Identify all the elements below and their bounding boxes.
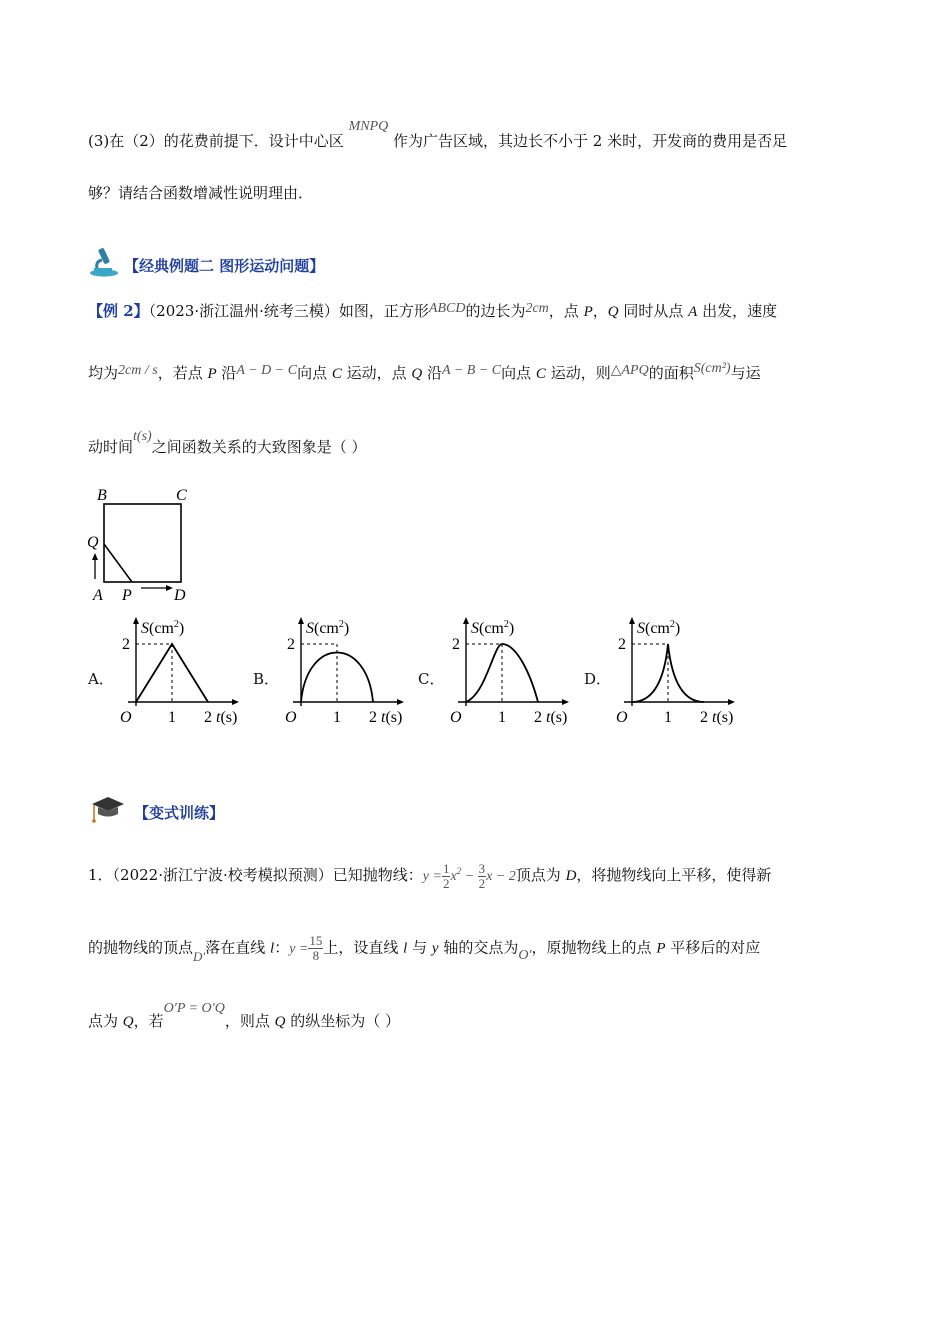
x-tick-2: 2	[369, 709, 377, 726]
label-d: D	[174, 587, 186, 604]
x-tick-1: 1	[664, 709, 672, 726]
y-tick-2: 2	[287, 636, 295, 653]
origin-label: O	[120, 709, 132, 726]
option-graph-b[interactable]	[281, 614, 411, 728]
option-graph-a[interactable]	[116, 614, 246, 728]
origin-label: O	[285, 709, 297, 726]
origin-label: O	[616, 709, 628, 726]
option-label: C．	[418, 670, 445, 688]
problem1-line1: 1．（2022·浙江宁波·校考模拟预测）已知抛物线：y = $\frac{1}{2}$ $x^2$ − $\frac{3}{2}$ x − 2顶点为 D，将抛物线向上平移，使得新	[88, 860, 772, 891]
x-tick-1: 1	[333, 709, 341, 726]
y-axis-label: $S(cm^2)$	[306, 619, 350, 637]
y-axis-label: $S(cm^2)$	[141, 619, 185, 637]
graduation-cap-icon	[88, 794, 128, 826]
section-heading-variant-training: 【变式训练】	[134, 804, 225, 822]
fraction-3-2: $\frac{3}{2}$	[478, 860, 486, 891]
x-tick-2: 2	[700, 709, 708, 726]
origin-label: O	[450, 709, 462, 726]
label-b: B	[97, 487, 107, 504]
math-mnpq: MNPQ	[348, 119, 389, 134]
x-axis-arrow	[728, 699, 735, 705]
y-axis-label: $S(cm^2)$	[471, 619, 515, 637]
y-tick-2: 2	[452, 636, 460, 653]
x-tick-1: 1	[168, 709, 176, 726]
x-tick-2: 2	[534, 709, 542, 726]
fraction-1-2: $\frac{1}{2}$	[442, 860, 450, 891]
segment-qp	[104, 544, 132, 582]
label-q: Q	[87, 534, 99, 551]
option-label: B．	[253, 670, 280, 688]
label-c: C	[176, 487, 187, 504]
x-tick-1: 1	[498, 709, 506, 726]
y-tick-2: 2	[122, 636, 130, 653]
y-axis-label: $S(cm^2)$	[637, 619, 681, 637]
x-axis-arrow	[397, 699, 404, 705]
example2-line2: 均为2cm / s，若点 P 沿A − D − C向点 C 运动，点 Q 沿A − B − C向点 C 运动，则△APQ的面积S(cm²)与运	[88, 361, 761, 382]
problem1-line2: 的抛物线的顶点D′落在直线 l：y = $\frac{15}{8}$ 上，设直线 l 与 y 轴的交点为O′，原抛物线上的点 P 平移后的对应	[88, 933, 761, 964]
label-p: P	[122, 587, 132, 604]
option-graph-c[interactable]	[446, 614, 576, 728]
y-axis-arrow	[463, 617, 469, 624]
option-label: A．	[88, 670, 114, 688]
x-axis-arrow	[232, 699, 239, 705]
example2-line3: 动时间t(s)之间函数关系的大致图象是（ ）	[88, 429, 367, 456]
x-axis-label: t(s)	[216, 709, 238, 726]
square-abcd	[104, 504, 181, 582]
y-axis-arrow	[133, 617, 139, 624]
square-figure	[84, 484, 204, 604]
x-axis-label: t(s)	[712, 709, 734, 726]
para3-line2: 够？请结合函数增减性说明理由．	[88, 184, 314, 202]
option-label: D．	[584, 670, 612, 688]
y-axis-arrow	[298, 617, 304, 624]
x-axis-arrow	[562, 699, 569, 705]
x-axis-label: t(s)	[381, 709, 403, 726]
para3-line1: (3)在（2）的花费前提下．设计中心区 MNPQ 作为广告区域，其边长不小于 2 米时，开发商的费用是否足	[88, 119, 788, 150]
fraction-15-8: $\frac{15}{8}$	[309, 933, 323, 963]
arrow-up-head	[92, 553, 98, 560]
example2-line1: 【例 2】（2023·浙江温州·统考三模）如图，正方形ABCD的边长为2cm，点 P，Q 同时从点 A 出发，速度	[88, 301, 778, 320]
label-a: A	[93, 587, 103, 604]
option-graph-d[interactable]	[612, 614, 742, 728]
problem1-line3: 点为 Q，若O′P = O′Q，则点 Q 的纵坐标为（ ）	[88, 1001, 401, 1030]
x-axis-label: t(s)	[546, 709, 568, 726]
section-heading-classic-example: 【经典例题二 图形运动问题】	[124, 257, 325, 275]
microscope-icon	[88, 244, 122, 278]
y-axis-arrow	[629, 617, 635, 624]
arrow-right-head	[166, 585, 173, 591]
y-tick-2: 2	[618, 636, 626, 653]
x-tick-2: 2	[204, 709, 212, 726]
